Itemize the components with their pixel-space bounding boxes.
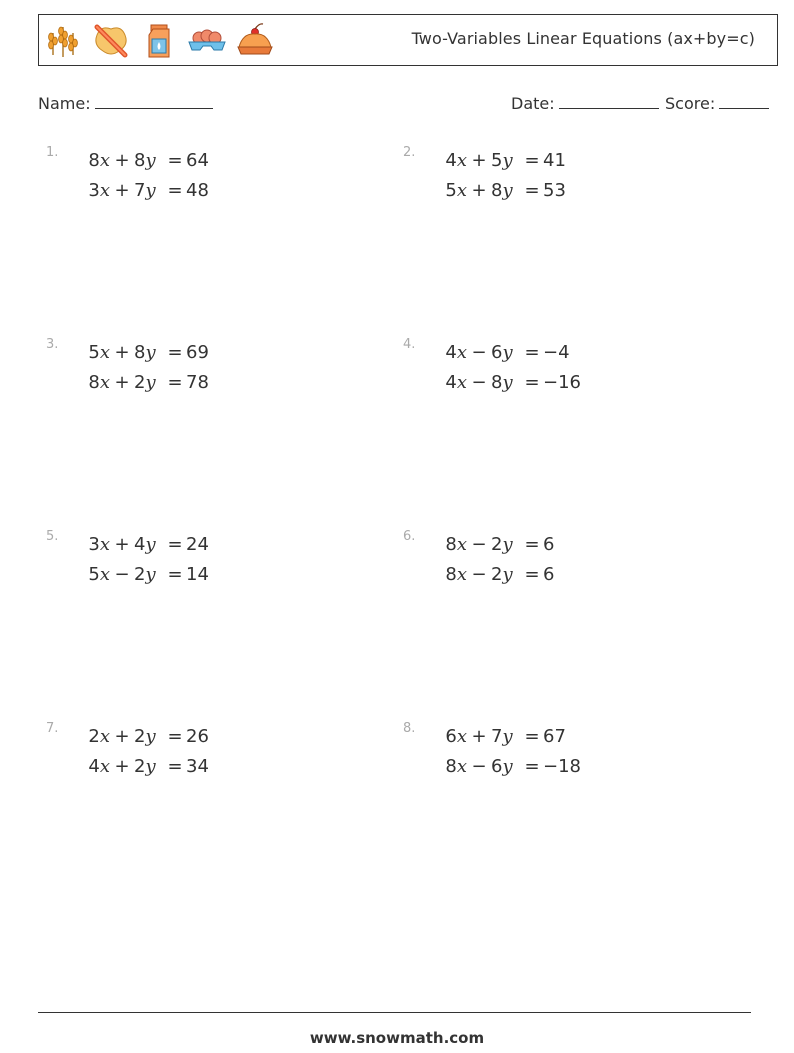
coef-b: 2 [134,756,146,777]
operator: + [471,150,487,171]
coef-b: 2 [491,534,503,555]
var-y: y [502,726,513,747]
equation-2 [403,756,581,777]
var-y: y [502,564,513,585]
var-x: x [456,180,467,201]
equation-2 [46,756,209,777]
equals-sign: = [167,726,183,747]
var-x: x [456,342,467,363]
operator: − [471,372,487,393]
equals-sign: = [167,534,183,555]
var-y: y [502,372,513,393]
constant: 6 [543,534,555,555]
equation-1 [46,150,209,171]
equation-2 [46,180,209,201]
problem-number: 4. [403,337,416,352]
constant: −4 [543,342,570,363]
equals-sign: = [167,342,183,363]
coef-b: 8 [134,342,146,363]
score-field[interactable] [665,94,769,113]
date-field[interactable] [511,94,659,113]
name-field[interactable] [38,94,213,113]
equation-1 [403,726,566,747]
rolling-pin-icon [91,21,131,61]
var-y: y [145,756,156,777]
var-y: y [502,756,513,777]
constant: 48 [186,180,209,201]
constant: 67 [543,726,566,747]
equals-sign: = [167,756,183,777]
equals-sign: = [524,564,540,585]
constant: 6 [543,564,555,585]
coef-b: 2 [134,372,146,393]
coef-b: 8 [134,150,146,171]
coef-a: 3 [88,180,100,201]
var-x: x [99,150,110,171]
coef-a: 2 [88,726,100,747]
equation-1 [403,342,570,363]
coef-a: 8 [88,372,100,393]
coef-a: 4 [445,372,457,393]
equals-sign: = [524,342,540,363]
problem-number: 5. [46,529,59,544]
coef-a: 6 [445,726,457,747]
var-y: y [502,150,513,171]
date-blank[interactable] [559,94,659,109]
var-y: y [145,726,156,747]
coef-b: 8 [491,180,503,201]
problem-number: 2. [403,145,416,160]
problem-number: 1. [46,145,59,160]
var-x: x [456,372,467,393]
coef-a: 5 [88,564,100,585]
var-x: x [99,726,110,747]
constant: 64 [186,150,209,171]
var-x: x [99,564,110,585]
coef-b: 2 [134,726,146,747]
equals-sign: = [167,372,183,393]
operator: + [114,534,130,555]
name-label: Name: [38,94,91,113]
var-y: y [145,372,156,393]
problem-number: 7. [46,721,59,736]
operator: − [471,534,487,555]
constant: 53 [543,180,566,201]
constant: −18 [543,756,581,777]
coef-b: 7 [491,726,503,747]
egg-carton-icon [187,21,227,61]
operator: + [114,372,130,393]
coef-a: 5 [88,342,100,363]
equation-1 [46,726,209,747]
operator: − [114,564,130,585]
footer-url: www.snowmath.com [309,1029,485,1047]
constant: 24 [186,534,209,555]
equation-1 [403,534,554,555]
var-x: x [456,534,467,555]
coef-b: 2 [134,564,146,585]
equals-sign: = [524,726,540,747]
equals-sign: = [167,564,183,585]
wheat-icon [43,21,83,61]
operator: + [471,726,487,747]
operator: + [114,180,130,201]
operator: + [114,756,130,777]
constant: 14 [186,564,209,585]
problem-number: 3. [46,337,59,352]
score-blank[interactable] [719,94,769,109]
name-blank[interactable] [95,94,213,109]
cherry-pie-icon [235,21,275,61]
header-icons [43,21,275,61]
coef-a: 5 [445,180,457,201]
equation-2 [403,372,581,393]
coef-b: 6 [491,342,503,363]
var-y: y [502,342,513,363]
coef-a: 8 [445,564,457,585]
var-y: y [502,180,513,201]
footer-divider [38,1012,751,1013]
equals-sign: = [524,372,540,393]
score-label: Score: [665,94,716,113]
equals-sign: = [524,150,540,171]
coef-b: 6 [491,756,503,777]
var-x: x [99,342,110,363]
equation-2 [46,564,209,585]
coef-a: 4 [88,756,100,777]
equation-2 [403,564,554,585]
equals-sign: = [167,180,183,201]
operator: − [471,756,487,777]
milk-carton-icon [139,21,179,61]
equation-1 [46,342,209,363]
coef-a: 3 [88,534,100,555]
var-y: y [145,342,156,363]
constant: 69 [186,342,209,363]
var-x: x [99,180,110,201]
coef-a: 4 [445,342,457,363]
coef-b: 4 [134,534,146,555]
coef-a: 8 [445,756,457,777]
var-y: y [145,564,156,585]
var-y: y [145,150,156,171]
problem-number: 6. [403,529,416,544]
coef-b: 7 [134,180,146,201]
operator: + [114,726,130,747]
coef-b: 2 [491,564,503,585]
equation-2 [403,180,566,201]
constant: 34 [186,756,209,777]
constant: 26 [186,726,209,747]
operator: − [471,564,487,585]
date-label: Date: [511,94,555,113]
constant: −16 [543,372,581,393]
var-y: y [502,534,513,555]
worksheet-title: Two-Variables Linear Equations (ax+by=c) [411,29,755,48]
equation-2 [46,372,209,393]
var-x: x [456,150,467,171]
coef-a: 4 [445,150,457,171]
constant: 41 [543,150,566,171]
coef-b: 5 [491,150,503,171]
var-x: x [99,534,110,555]
equals-sign: = [167,150,183,171]
var-y: y [145,180,156,201]
equals-sign: = [524,756,540,777]
equation-1 [46,534,209,555]
coef-a: 8 [88,150,100,171]
equation-1 [403,150,566,171]
var-x: x [456,564,467,585]
equals-sign: = [524,180,540,201]
operator: + [114,342,130,363]
coef-a: 8 [445,534,457,555]
var-x: x [456,726,467,747]
equals-sign: = [524,534,540,555]
operator: + [471,180,487,201]
constant: 78 [186,372,209,393]
var-x: x [456,756,467,777]
worksheet-header [38,14,778,66]
problem-number: 8. [403,721,416,736]
operator: − [471,342,487,363]
operator: + [114,150,130,171]
var-x: x [99,756,110,777]
var-x: x [99,372,110,393]
coef-b: 8 [491,372,503,393]
var-y: y [145,534,156,555]
